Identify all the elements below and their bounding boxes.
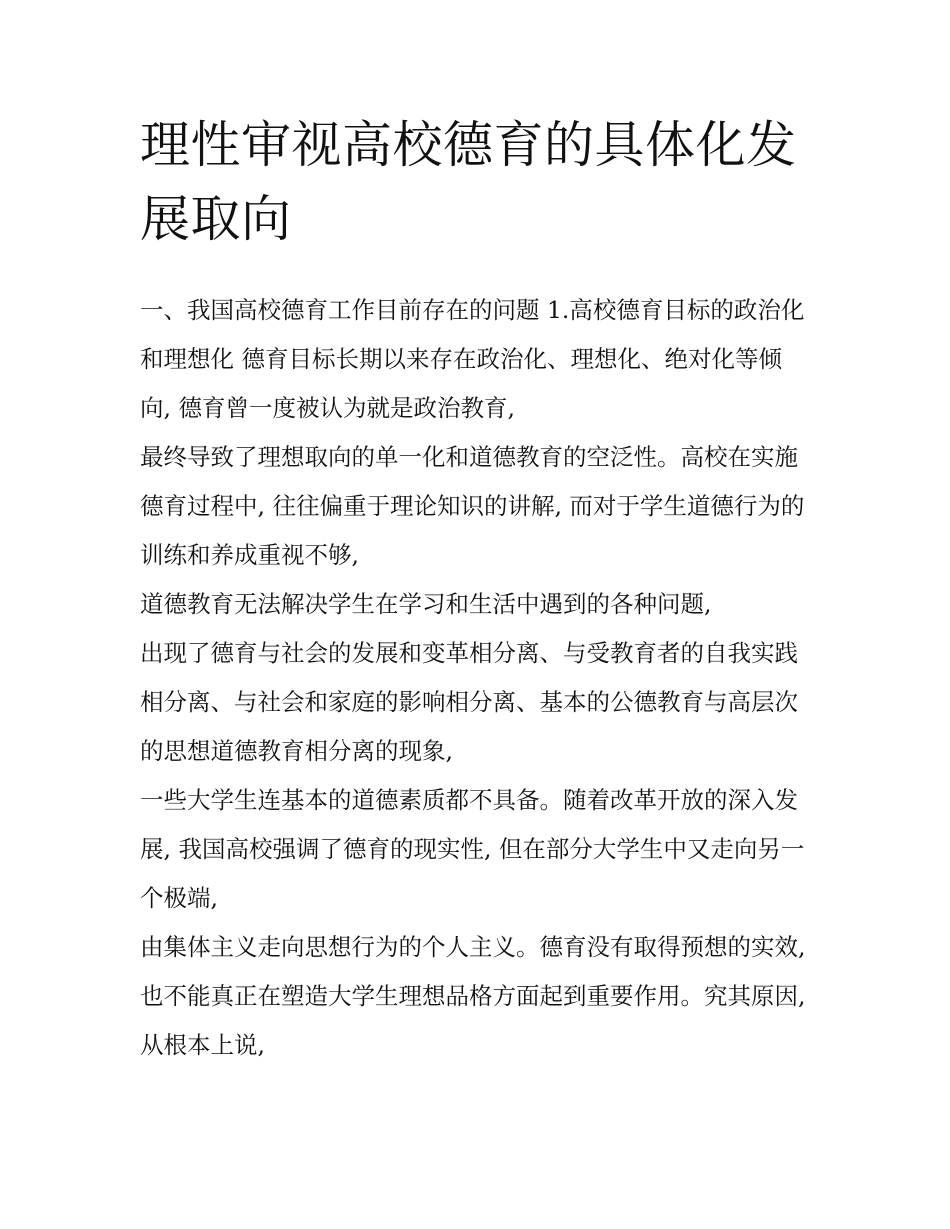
paragraph-1: 一、我国高校德育工作目前存在的问题 1.高校德育目标的政治化和理想化 德育目标长期以来存在政治化、理想化、绝对化等倾向, 德育曾一度被认为就是政治教育,	[140, 296, 805, 422]
document-body	[140, 286, 812, 1070]
paragraph-2: 最终导致了理想取向的单一化和道德教育的空泛性。高校在实施德育过程中, 往往偏重于理论知识的讲解, 而对于学生道德行为的训练和养成重视不够,	[140, 443, 805, 569]
document-page	[140, 108, 812, 1070]
paragraph-4: 出现了德育与社会的发展和变革相分离、与受教育者的自我实践相分离、与社会和家庭的影响相分离、基本的公德教育与高层次的思想道德教育相分离的现象,	[140, 639, 798, 765]
paragraph-5: 一些大学生连基本的道德素质都不具备。随着改革开放的深入发展, 我国高校强调了德育的现实性, 但在部分大学生中又走向另一个极端,	[140, 786, 805, 912]
paragraph-6: 由集体主义走向思想行为的个人主义。德育没有取得预想的实效, 也不能真正在塑造大学生理想品格方面起到重要作用。究其原因, 从根本上说,	[140, 933, 806, 1059]
paragraph-3: 道德教育无法解决学生在学习和生活中遇到的各种问题,	[140, 590, 712, 618]
document-title: 理性审视高校德育的具体化发展取向	[140, 116, 797, 248]
